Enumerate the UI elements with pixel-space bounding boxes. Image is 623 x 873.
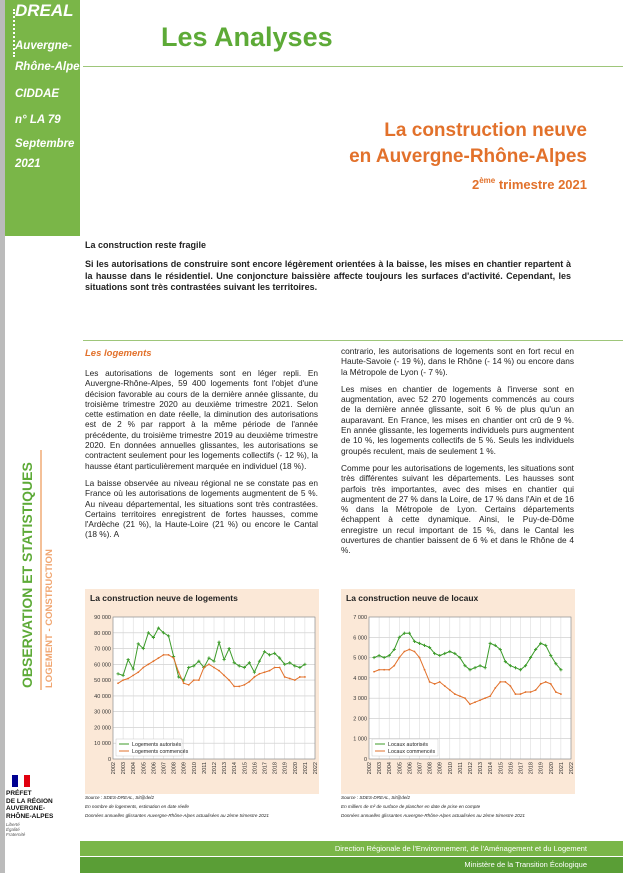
x-tick-label: 2004	[387, 762, 394, 775]
data-point	[550, 683, 552, 685]
source-right	[341, 793, 525, 820]
legend-label: Locaux autorisés	[388, 742, 429, 748]
paragraph: Les autorisations de logements sont en léger repli. En Auvergne-Rhône-Alpes, 59 400 logements font l'objet d'une décision favorable au cours de la dernière année glissante, du troisième trimestre 2020 au deuxième trimestre 2021. Selon cette estimation en date réelle, la diminution des autorisations est de 2 % par rapport à la même période de l'année précédente, du troisième trimestre 2019 au deuxième trimestre 2020. En données annuelles glissantes, les autorisations se contractent seulement pour les logements collectifs (- 12 %), la hausse étant particulièrement marquée en individuel (18 %).	[85, 368, 318, 471]
x-tick-label: 2013	[478, 762, 485, 775]
source-line: Données annuelles glissantes Auvergne-Rhône-Alpes actualisées au 2ème trimestre 2021	[85, 813, 269, 818]
x-tick-label: 2011	[201, 762, 208, 774]
y-tick-label: 4 000	[353, 675, 367, 682]
prefet-line: AUVERGNE-	[6, 805, 46, 812]
x-tick-label: 2016	[252, 762, 259, 775]
quarter-rest: trimestre 2021	[495, 177, 587, 192]
x-tick-label: 2003	[121, 762, 128, 775]
data-point	[555, 691, 557, 693]
x-tick-label: 2009	[181, 762, 188, 775]
data-point	[198, 679, 200, 681]
data-point	[158, 657, 160, 659]
data-point	[223, 674, 225, 676]
sidebar	[5, 0, 86, 236]
quarter-sup: ème	[479, 176, 496, 185]
x-tick-label: 2006	[151, 762, 158, 775]
chart-title: La construction neuve de logements	[90, 593, 238, 603]
data-point	[419, 657, 421, 659]
quarter-num: 2	[471, 177, 480, 192]
data-point	[299, 676, 301, 678]
data-point	[153, 660, 155, 662]
x-tick-label: 2010	[191, 762, 198, 775]
data-point	[132, 674, 134, 676]
data-point	[259, 673, 261, 675]
data-point	[434, 683, 436, 685]
data-point	[127, 678, 129, 680]
chart-locaux	[341, 589, 575, 794]
data-point	[243, 684, 245, 686]
footer-ministry	[80, 857, 623, 873]
data-point	[213, 667, 215, 669]
vertical-accent-bar	[40, 450, 42, 690]
flag-icon	[12, 775, 30, 787]
x-tick-label: 2009	[437, 762, 444, 775]
lede-heading: La construction reste fragile	[85, 240, 207, 250]
y-tick-label: 80 000	[94, 630, 111, 637]
y-tick-label: 0	[363, 757, 367, 763]
data-point	[520, 693, 522, 695]
x-tick-label: 2006	[407, 762, 414, 775]
motto-line: Liberté	[6, 822, 20, 827]
x-tick-label: 2013	[222, 762, 229, 775]
x-tick-label: 2015	[498, 762, 505, 775]
data-point	[264, 671, 266, 673]
data-point	[510, 685, 512, 687]
sidebar-region-2: Rhône-Alpes	[15, 61, 86, 73]
data-point	[304, 676, 306, 678]
x-tick-label: 2020	[292, 762, 299, 775]
y-tick-label: 90 000	[94, 615, 111, 621]
data-point	[294, 679, 296, 681]
data-point	[284, 676, 286, 678]
paragraph: Comme pour les autorisations de logements, les situations sont très différentes suivant les départements. Les hausses sont parfois très importantes, avec des mises en chantier qui augmentent de 27 % dans la Loire, de 17 % dans l'Ain et de 16 % dans la Métropole de Lyon. Certains départements échappent à cette dynamique. Ainsi, le Puy-de-Dôme enregistre un recul important de 15 %, dans le Cantal les ouvertures de chantier baissent de 6 % et dans le Rhône de 4 %.	[341, 462, 574, 556]
data-point	[233, 686, 235, 688]
data-point	[398, 657, 400, 659]
source-line: En nombre de logements, estimation en date réelle	[85, 804, 189, 809]
source-line: Données annuelles glissantes Auvergne-Rhône-Alpes actualisées au 2ème trimestre 2021	[341, 813, 525, 818]
legend-label: Logements autorisés	[132, 742, 182, 748]
vertical-label-main: OBSERVATION ET STATISTIQUES	[19, 462, 35, 688]
y-tick-label: 3 000	[353, 696, 367, 703]
sidebar-unit: CIDDAE	[15, 88, 60, 100]
data-point	[269, 670, 271, 672]
legend-label: Logements commencés	[132, 749, 189, 755]
y-tick-label: 6 000	[353, 635, 367, 642]
data-point	[403, 651, 405, 653]
y-tick-label: 40 000	[94, 693, 111, 700]
data-point	[479, 699, 481, 701]
brand-title: Les Analyses	[161, 22, 333, 52]
x-tick-label: 2005	[397, 762, 404, 775]
sidebar-region-1: Auvergne-	[15, 40, 72, 52]
data-point	[142, 667, 144, 669]
x-tick-label: 2011	[457, 762, 464, 774]
source-left	[85, 793, 269, 820]
data-point	[168, 654, 170, 656]
legend-label: Locaux commencés	[388, 749, 436, 755]
data-point	[173, 657, 175, 659]
data-point	[560, 693, 562, 695]
data-point	[388, 669, 390, 671]
data-point	[122, 679, 124, 681]
data-point	[484, 697, 486, 699]
data-point	[248, 681, 250, 683]
y-tick-label: 60 000	[94, 662, 111, 669]
x-tick-label: 2012	[468, 762, 474, 775]
chart-title: La construction neuve de locaux	[346, 593, 479, 603]
title-quarter	[472, 176, 587, 192]
x-tick-label: 2014	[232, 762, 239, 775]
y-tick-label: 70 000	[94, 646, 111, 653]
sidebar-month: Septembre	[15, 138, 75, 150]
data-point	[137, 671, 139, 673]
data-point	[218, 670, 220, 672]
header-divider	[83, 66, 623, 67]
data-point	[424, 669, 426, 671]
data-point	[254, 676, 256, 678]
x-tick-label: 2014	[488, 762, 495, 775]
x-tick-label: 2007	[161, 762, 168, 775]
data-point	[545, 681, 547, 683]
x-tick-label: 2015	[242, 762, 249, 775]
data-point	[188, 684, 190, 686]
x-tick-label: 2007	[417, 762, 424, 775]
y-tick-label: 1 000	[353, 736, 367, 743]
x-tick-label: 2022	[569, 762, 575, 775]
data-point	[454, 693, 456, 695]
x-tick-label: 2004	[131, 762, 138, 775]
x-tick-label: 2003	[377, 762, 384, 775]
data-point	[499, 681, 501, 683]
prefet-line: PRÉFET	[6, 790, 32, 797]
data-point	[117, 682, 119, 684]
x-tick-label: 2002	[367, 762, 373, 775]
paragraph: contrario, les autorisations de logements sont en fort recul en Haute-Savoie (- 19 %), dans le Rhône (- 14 %) ou encore dans la Métropole de Lyon (- 7 %).	[341, 346, 574, 377]
title-line-2: en Auvergne-Rhône-Alpes	[349, 146, 587, 167]
sidebar-year: 2021	[15, 158, 41, 170]
vertical-label-sub: LOGEMENT - CONSTRUCTION	[44, 549, 55, 688]
data-point	[530, 691, 532, 693]
data-point	[444, 685, 446, 687]
data-point	[459, 695, 461, 697]
data-point	[540, 683, 542, 685]
y-tick-label: 2 000	[353, 716, 367, 723]
y-tick-label: 0	[107, 757, 111, 763]
title-line-1: La construction neuve	[384, 120, 587, 141]
x-tick-label: 2010	[447, 762, 454, 775]
data-point	[203, 667, 205, 669]
prefet-logo	[6, 775, 66, 837]
motto-line: Égalité	[6, 827, 20, 832]
prefet-motto	[6, 822, 66, 837]
footer-direction-text: Direction Régionale de l'Environnement, de l'Aménagement et du Logement	[334, 844, 587, 853]
x-tick-label: 2012	[212, 762, 218, 775]
data-point	[504, 681, 506, 683]
data-point	[409, 649, 411, 651]
sidebar-number: n° LA 79	[15, 114, 61, 126]
footer-ministry-text: Ministère de la Transition Écologique	[464, 860, 587, 869]
section-divider	[83, 340, 623, 341]
x-tick-label: 2017	[518, 762, 525, 775]
y-tick-label: 7 000	[353, 615, 367, 621]
data-point	[414, 651, 416, 653]
lede-text: Si les autorisations de construire sont encore légèrement orientées à la baisse, les mises en chantier repartent à la hausse dans le résidentiel. Une conjoncture baissière affecte toujours les surfaces d'activité. Cependant, les situations sont très contrastées suivant les territoires.	[85, 259, 571, 292]
data-point	[183, 682, 185, 684]
text-column-2	[341, 346, 574, 563]
x-tick-label: 2002	[111, 762, 117, 775]
data-point	[449, 689, 451, 691]
data-point	[393, 665, 395, 667]
data-point	[383, 669, 385, 671]
data-point	[193, 679, 195, 681]
prefet-text	[6, 790, 66, 820]
chart-logements	[85, 589, 319, 794]
data-point	[535, 689, 537, 691]
x-tick-label: 2016	[508, 762, 515, 775]
data-point	[147, 663, 149, 665]
chart-panel-locaux	[341, 589, 575, 794]
y-tick-label: 30 000	[94, 709, 111, 716]
y-tick-label: 5 000	[353, 655, 367, 662]
text-column-1	[85, 368, 318, 547]
flag-stripe-red	[24, 775, 30, 787]
y-tick-label: 50 000	[94, 678, 111, 685]
data-point	[208, 663, 210, 665]
data-point	[228, 679, 230, 681]
x-tick-label: 2008	[427, 762, 434, 775]
x-tick-label: 2005	[141, 762, 148, 775]
data-point	[274, 667, 276, 669]
prefet-line: RHÔNE-ALPES	[6, 812, 54, 820]
data-point	[464, 697, 466, 699]
data-point	[163, 654, 165, 656]
chart-panel-logements	[85, 589, 319, 794]
x-tick-label: 2021	[302, 762, 309, 775]
x-tick-label: 2017	[262, 762, 269, 775]
data-point	[515, 693, 517, 695]
data-point	[178, 671, 180, 673]
y-tick-label: 10 000	[94, 741, 111, 748]
sidebar-org: DREAL	[15, 1, 74, 20]
x-tick-label: 2021	[558, 762, 565, 775]
data-point	[238, 686, 240, 688]
source-line: Source : SDES-DREAL, Sit@del2	[341, 795, 411, 800]
paragraph: La baisse observée au niveau régional ne se constate pas en France où les autorisations de logements augmentent de 5 %. Au niveau départemental, les situations sont très contrastées. Certains territoires enregistrent de fortes hausses, comme l'Ardèche (21 %), la Haute-Loire (21 %) ou encore le Cantal (18 %). A	[85, 477, 318, 540]
data-point	[279, 667, 281, 669]
x-tick-label: 2018	[272, 762, 279, 775]
data-point	[525, 691, 527, 693]
y-tick-label: 20 000	[94, 725, 111, 732]
data-point	[489, 695, 491, 697]
x-tick-label: 2019	[538, 762, 545, 775]
x-tick-label: 2019	[282, 762, 289, 775]
data-point	[439, 681, 441, 683]
x-tick-label: 2022	[313, 762, 319, 775]
prefet-line: DE LA RÉGION	[6, 797, 53, 805]
footer-direction	[80, 841, 623, 856]
x-tick-label: 2020	[548, 762, 555, 775]
data-point	[373, 671, 375, 673]
section-heading: Les logements	[85, 348, 152, 359]
data-point	[289, 678, 291, 680]
data-point	[469, 703, 471, 705]
source-line: En milliers de m² de surface de plancher en date de prise en compte	[341, 804, 481, 809]
data-point	[378, 669, 380, 671]
motto-line: Fraternité	[6, 832, 26, 837]
x-tick-label: 2008	[171, 762, 178, 775]
data-point	[474, 701, 476, 703]
data-point	[429, 681, 431, 683]
source-line: Source : SDES-DREAL, Sit@del2	[85, 795, 155, 800]
paragraph: Les mises en chantier de logements à l'inverse sont en augmentation, avec 52 270 logements commencés au cours de la dernière année glissante, soit 6 % de plus qu'un an auparavant. En France, les mises en chantier ont crû de 9 %. En année glissante, les logements individuels purs augmentent de 10 %, les logements collectifs de 5 %. Seuls les individuels groupés reculent, mais de seulement 1 %.	[341, 383, 574, 456]
x-tick-label: 2018	[528, 762, 535, 775]
data-point	[494, 687, 496, 689]
